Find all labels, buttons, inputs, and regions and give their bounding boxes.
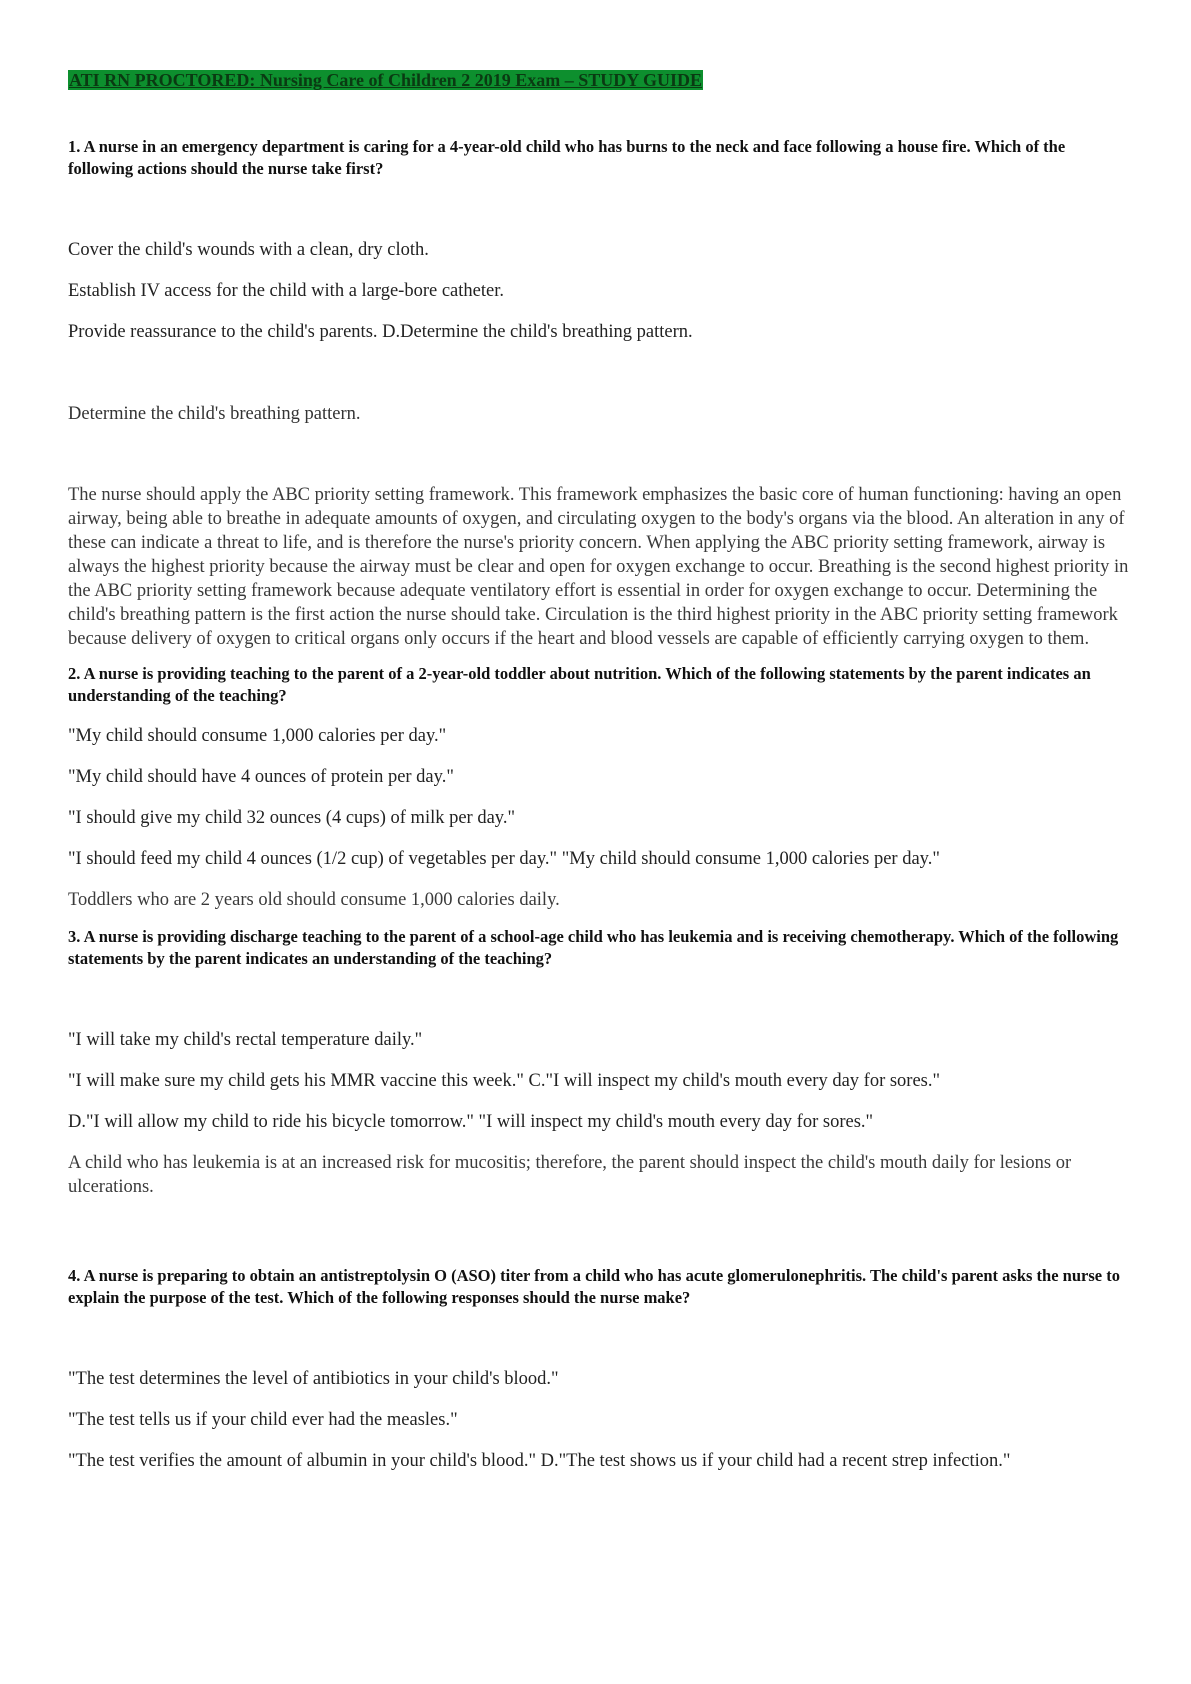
question-3-rationale: A child who has leukemia is at an increased risk for mucositis; therefore, the parent should inspect the child's mouth daily for lesions or ulcerations. bbox=[68, 1153, 1072, 1197]
question-2-option-d: "I should feed my child 4 ounces (1/2 cup) of vegetables per day." "My child should consume 1,000 calories per day." bbox=[68, 849, 940, 869]
question-2-prompt: 2. A nurse is providing teaching to the parent of a 2-year-old toddler about nutrition. Which of the following statements by the parent indicates an understanding of the teaching? bbox=[68, 664, 1091, 705]
question-2-option-b: "My child should have 4 ounces of protein per day." bbox=[68, 767, 454, 787]
question-2-option-a: "My child should consume 1,000 calories per day." bbox=[68, 726, 447, 746]
question-1-answer: Determine the child's breathing pattern. bbox=[68, 404, 361, 424]
question-3-option-b: "I will make sure my child gets his MMR vaccine this week." C."I will inspect my child's mouth every day for sores." bbox=[68, 1071, 941, 1091]
question-1-option-b: Establish IV access for the child with a large-bore catheter. bbox=[68, 281, 504, 301]
question-4-option-b: "The test tells us if your child ever had the measles." bbox=[68, 1410, 458, 1430]
question-1-option-a: Cover the child's wounds with a clean, dry cloth. bbox=[68, 240, 429, 260]
question-1-option-c: Provide reassurance to the child's parents. D.Determine the child's breathing pattern. bbox=[68, 322, 693, 342]
question-4-option-a: "The test determines the level of antibiotics in your child's blood." bbox=[68, 1369, 559, 1389]
study-guide-page bbox=[68, 70, 1130, 1473]
document-title: ATI RN PROCTORED: Nursing Care of Children 2 2019 Exam – STUDY GUIDE bbox=[69, 70, 703, 90]
title-wrap bbox=[68, 70, 1130, 94]
question-1-prompt: 1. A nurse in an emergency department is caring for a 4-year-old child who has burns to the neck and face following a house fire. Which of the following actions should the nurse take first? bbox=[68, 137, 1066, 178]
question-2-option-c: "I should give my child 32 ounces (4 cups) of milk per day." bbox=[68, 808, 516, 828]
question-3-option-a: "I will take my child's rectal temperature daily." bbox=[68, 1030, 423, 1050]
question-4-option-c: "The test verifies the amount of albumin in your child's blood." D."The test shows us if your child had a recent strep infection." bbox=[68, 1451, 1011, 1471]
question-3-option-c: D."I will allow my child to ride his bicycle tomorrow." "I will inspect my child's mouth every day for sores." bbox=[68, 1112, 874, 1132]
question-3-prompt: 3. A nurse is providing discharge teaching to the parent of a school-age child who has leukemia and is receiving chemotherapy. Which of the following statements by the parent indicates an understanding of the teaching? bbox=[68, 927, 1119, 968]
question-2-rationale: Toddlers who are 2 years old should consume 1,000 calories daily. bbox=[68, 890, 560, 910]
question-4-prompt: 4. A nurse is preparing to obtain an antistreptolysin O (ASO) titer from a child who has acute glomerulonephritis. The child's parent asks the nurse to explain the purpose of the test. Which of the following responses should the nurse make? bbox=[68, 1266, 1120, 1307]
question-1-rationale: The nurse should apply the ABC priority setting framework. This framework emphasizes the basic core of human functioning: having an open airway, being able to breathe in adequate amounts of oxygen, and circulating oxygen to the body's organs via the blood. An alteration in any of these can indicate a threat to life, and is therefore the nurse's priority concern. When applying the ABC priority setting framework, airway is always the highest priority because the airway must be clear and open for oxygen exchange to occur. Breathing is the second highest priority in the ABC priority setting framework because adequate ventilatory effort is essential in order for oxygen exchange to occur. Determining the child's breathing pattern is the first action the nurse should take. Circulation is the third highest priority in the ABC priority setting framework because delivery of oxygen to critical organs only occurs if the heart and blood vessels are capable of efficiently carrying oxygen to them. bbox=[68, 485, 1129, 649]
